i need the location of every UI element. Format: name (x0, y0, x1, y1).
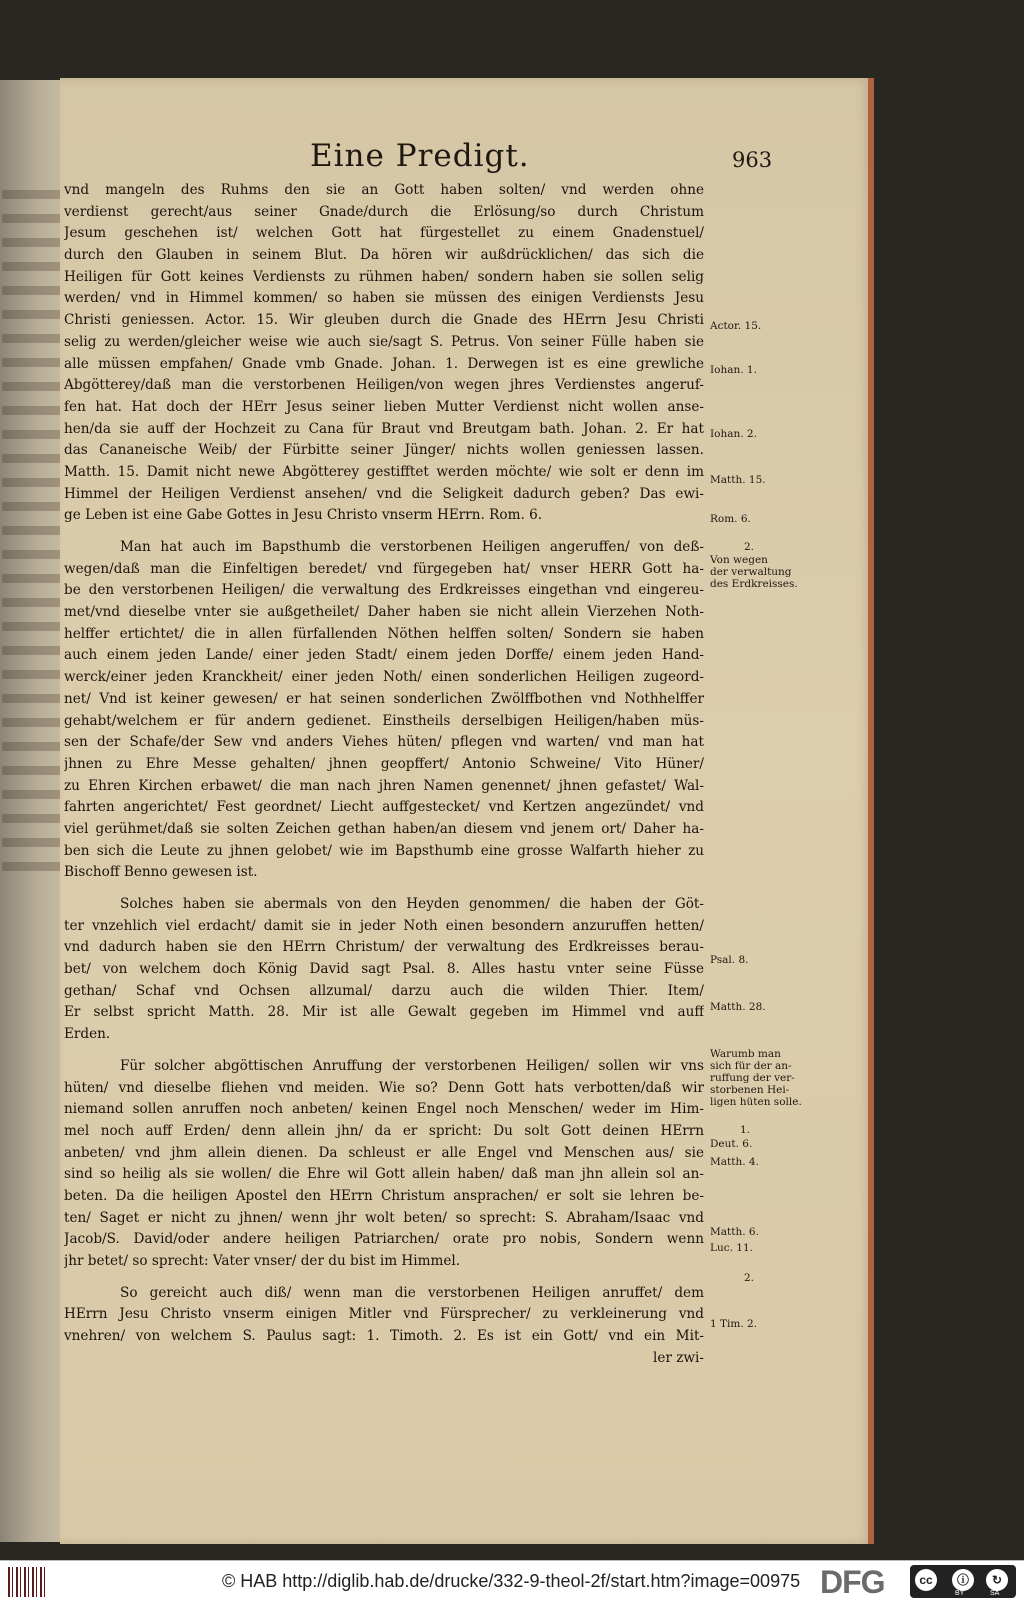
text-line: jhr betet/ so sprecht: Vater vnser/ der du bist im Himmel. (64, 1253, 461, 1269)
text-line: werck/einer jeden Kranckheit/ einer jeden Noth/ einen sonderlichen Heiligen zugeord- (64, 669, 704, 686)
text-line: das Cananeische Weib/ der Fürbitte seiner Jünger/ nichts wollen geniessen lassen. (64, 442, 704, 459)
sa-icon: ↻ (986, 1569, 1008, 1591)
marginal-note: Matth. 15. (710, 474, 766, 486)
text-line: gehabt/welchem er für andern gedienet. Einstheils derselbigen Heiligen/haben müs- (64, 712, 704, 729)
cc-license-badge[interactable] (910, 1565, 1016, 1598)
text-line: ten/ Saget er nicht zu jhnen/ wenn jhr wolt beten/ so sprecht: S. Abraham/Isaac vnd (64, 1209, 704, 1226)
source-credit-link[interactable]: © HAB http://diglib.hab.de/drucke/332-9-theol-2f/start.htm?image=00975 (222, 1571, 801, 1591)
text-line: zu Ehren Kirchen erbawet/ die man nach jhren Namen genennet/ jhnen gefastet/ Wal- (64, 777, 704, 794)
text-line: vnehren/ von welchem S. Paulus sagt: 1. Timoth. 2. Es ist ein Gott/ vnd ein Mit- (64, 1328, 704, 1345)
marginal-note: Iohan. 1. (710, 364, 757, 376)
marginal-note: Von wegen (710, 554, 768, 566)
marginal-note: Matth. 4. (710, 1156, 759, 1168)
text-line: be den verstorbenen Heiligen/ die verwaltung des Erdkreisses eingethan vnd eingereu- (64, 582, 704, 599)
text-line: Abgötterey/daß man die verstorbenen Heiligen/von wegen jhres Verdienstes angeruf- (64, 377, 704, 394)
text-line: wegen/daß man die Einfeltigen beredet/ vnd fürgegeben hat/ vnser HERR Gott ha- (64, 560, 704, 577)
text-line: anbeten/ vnd jhm allein dienen. Da schleust er alle Engel vnd Menschen aus/ sie (64, 1144, 704, 1161)
text-line: verdienst gerecht/aus seiner Gnade/durch die Erlösung/so durch Christum (64, 203, 704, 220)
running-head: Eine Predigt. (310, 138, 530, 174)
text-line: beten. Da die heiligen Apostel den HErrn Christum ansprachen/ er solt sie lehren be- (64, 1187, 704, 1204)
text-line: selig zu werden/gleicher weise wie auch sie/sagt S. Petrus. Von seiner Fülle haben sie (64, 333, 704, 350)
marginal-note: storbenen Hei- (710, 1084, 790, 1096)
marginal-note: sich für der an- (710, 1060, 792, 1072)
text-line: Er selbst spricht Matth. 28. Mir ist alle Gewalt gegeben im Himmel vnd auff (64, 1004, 704, 1021)
dfg-logo: DFG (820, 1564, 885, 1600)
text-line: Jesum geschehen ist/ welchen Gott hat fürgestellet zu einem Gnadenstuel/ (64, 225, 704, 242)
text-line: Christi geniessen. Actor. 15. Wir gleuben durch die Gnade des HErrn Jesu Christi (64, 312, 704, 329)
marginal-note: Psal. 8. (710, 954, 749, 966)
text-line: Solches haben sie abermals von den Heyden genommen/ die haben der Göt- (120, 896, 704, 912)
marginal-note: Matth. 28. (710, 1001, 766, 1013)
sa-label: SA (990, 1590, 1000, 1597)
by-label: BY (955, 1590, 965, 1597)
marginal-note: Iohan. 2. (710, 428, 757, 440)
text-line: HErrn Jesu Christo vnserm einigen Mitler vnd Fürsprecher/ zu verkleinerung vnd (64, 1306, 704, 1323)
text-line: ben sich die Leute zu jhnen gelobet/ wie im Bapsthumb eine grosse Walfarth hieher zu (64, 842, 704, 859)
text-line: bet/ von welchem doch König David sagt Psal. 8. Alles hastu vnter seine Füsse (64, 961, 704, 978)
text-line: hüten/ vnd dieselbe fliehen vnd meiden. Wie so? Denn Gott hats verbotten/daß wir (64, 1079, 704, 1096)
marginal-note: Deut. 6. (710, 1138, 753, 1150)
page-number: 963 (732, 148, 773, 172)
text-line: mel noch auff Erden/ denn allein jhn/ da er spricht: Du solt Gott deinen HErrn (64, 1122, 704, 1139)
text-line: Matth. 15. Damit nicht newe Abgötterey gestifftet werden möchte/ wie solt er denn im (64, 463, 704, 480)
text-line: Für solcher abgöttischen Anruffung der verstorbenen Heiligen/ sollen wir vns (120, 1057, 704, 1074)
marginal-note: 1. (740, 1124, 751, 1136)
text-line: hen/da sie auff der Hochzeit zu Cana für Braut vnd Breutgam bath. Johan. 2. Er hat (64, 420, 704, 437)
marginal-note: 2. (744, 541, 755, 553)
marginal-note: Actor. 15. (710, 320, 762, 332)
text-line: ter vnzehlich viel erdacht/ damit sie in jeder Noth einen besondern anzuruffen hetten/ (64, 917, 704, 934)
text-line: werden/ vnd in Himmel kommen/ so haben sie müssen des einigen Verdiensts Jesu (64, 290, 704, 307)
text-line: vnd dadurch haben sie den HErrn Christum/ der verwaltung des Erdkreisses berau- (64, 939, 704, 956)
by-icon: ⓘ (952, 1569, 974, 1591)
marginal-note: Luc. 11. (710, 1242, 753, 1254)
marginal-note: der verwaltung (710, 566, 792, 578)
marginal-note: Matth. 6. (710, 1226, 759, 1238)
marginal-note: Warumb man (710, 1048, 781, 1060)
text-line: durch den Glauben in seinem Blut. Da hören wir außdrücklichen/ das sich die (64, 247, 704, 264)
marginal-note: ruffung der ver- (710, 1072, 795, 1084)
text-line: fahrten angerichtet/ Fest geordnet/ Liecht auffgestecket/ vnd Kertzen angezündet/ vnd (64, 799, 704, 816)
text-line: gethan/ Schaf vnd Ochsen allzumal/ darzu auch die wilden Thier. Item/ (64, 982, 704, 999)
text-line: sind so heilig als sie wollen/ die Ehre wil Gott allein haben/ daß man jhn allein sol an- (64, 1166, 704, 1183)
text-line: niemand sollen anruffen noch anbeten/ keinen Engel noch Menschen/ weder im Him- (64, 1101, 704, 1118)
text-line: jhnen zu Ehre Messe gehalten/ jhnen geopffert/ Antonio Schweine/ Vito Hüner/ (64, 755, 704, 772)
facing-page-edge (0, 80, 68, 1542)
text-line: helffer ertichtet/ die in allen fürfallenden Nöthen helffen solten/ Sondern sie haben (64, 625, 704, 642)
text-line: vnd mangeln des Ruhms den sie an Gott haben solten/ vnd werden ohne (64, 182, 704, 198)
text-line: sen der Schafe/der Sew vnd anders Viehes hüten/ pflegen vnd warten/ vnd man hat (64, 734, 704, 751)
text-line: Jacob/S. David/oder andere heiligen Patriarchen/ orate pro nobis, Sondern wenn (64, 1231, 704, 1248)
page-edge (868, 78, 874, 1544)
text-line: met/vnd dieselbe vnter sie außgetheilet/ Daher haben sie nicht allein Vierzehen Noth- (64, 604, 704, 621)
body-text (64, 180, 704, 1369)
text-line: alle müssen empfahen/ Gnade vmb Gnade. Johan. 1. Derwegen ist es eine grewliche (64, 355, 704, 372)
text-line: Bischoff Benno gewesen ist. (64, 864, 258, 881)
cc-icon: cc (915, 1569, 937, 1591)
marginal-note: des Erdkreisses. (710, 578, 798, 590)
text-line: ge Leben ist eine Gabe Gottes in Jesu Christo vnserm HErrn. Rom. 6. (64, 507, 543, 524)
marginal-note: 2. (744, 1272, 755, 1284)
hab-logo (8, 1567, 48, 1597)
viewer-footer (0, 1560, 1024, 1602)
text-line: So gereicht auch diß/ wenn man die verstorbenen Heiligen anruffet/ dem (120, 1284, 704, 1301)
text-line: Heiligen für Gott keines Verdiensts zu rühmen haben/ sondern haben sie sollen selig (64, 268, 704, 285)
marginal-note: 1 Tim. 2. (710, 1318, 758, 1330)
text-line: Man hat auch im Bapsthumb die verstorbenen Heiligen angeruffen/ von deß- (120, 539, 704, 555)
marginal-note: Rom. 6. (710, 513, 751, 525)
marginal-note: ligen hüten solle. (710, 1096, 802, 1108)
text-line: Himmel der Heiligen Verdienst ansehen/ vnd die Seligkeit dadurch geben? Das ewi- (64, 485, 704, 502)
text-line: net/ Vnd ist keiner gewesen/ er hat seinen sonderlichen Zwölffbothen vnd Nothhelffer (64, 690, 704, 707)
text-line: viel gerühmet/daß sie solten Zeichen gethan haben/an diesem vnd jenem ort/ Daher ha- (64, 820, 704, 837)
catchword: ler zwi- (653, 1349, 704, 1366)
text-line: auch einem jeden Lande/ einer jeden Stadt/ einem jeden Dorffe/ einem jeden Hand- (64, 647, 704, 664)
text-line: fen hat. Hat doch der HErr Jesus seiner lieben Mutter Verdienst nicht wollen anse- (64, 398, 704, 415)
text-line: Erden. (64, 1026, 111, 1043)
